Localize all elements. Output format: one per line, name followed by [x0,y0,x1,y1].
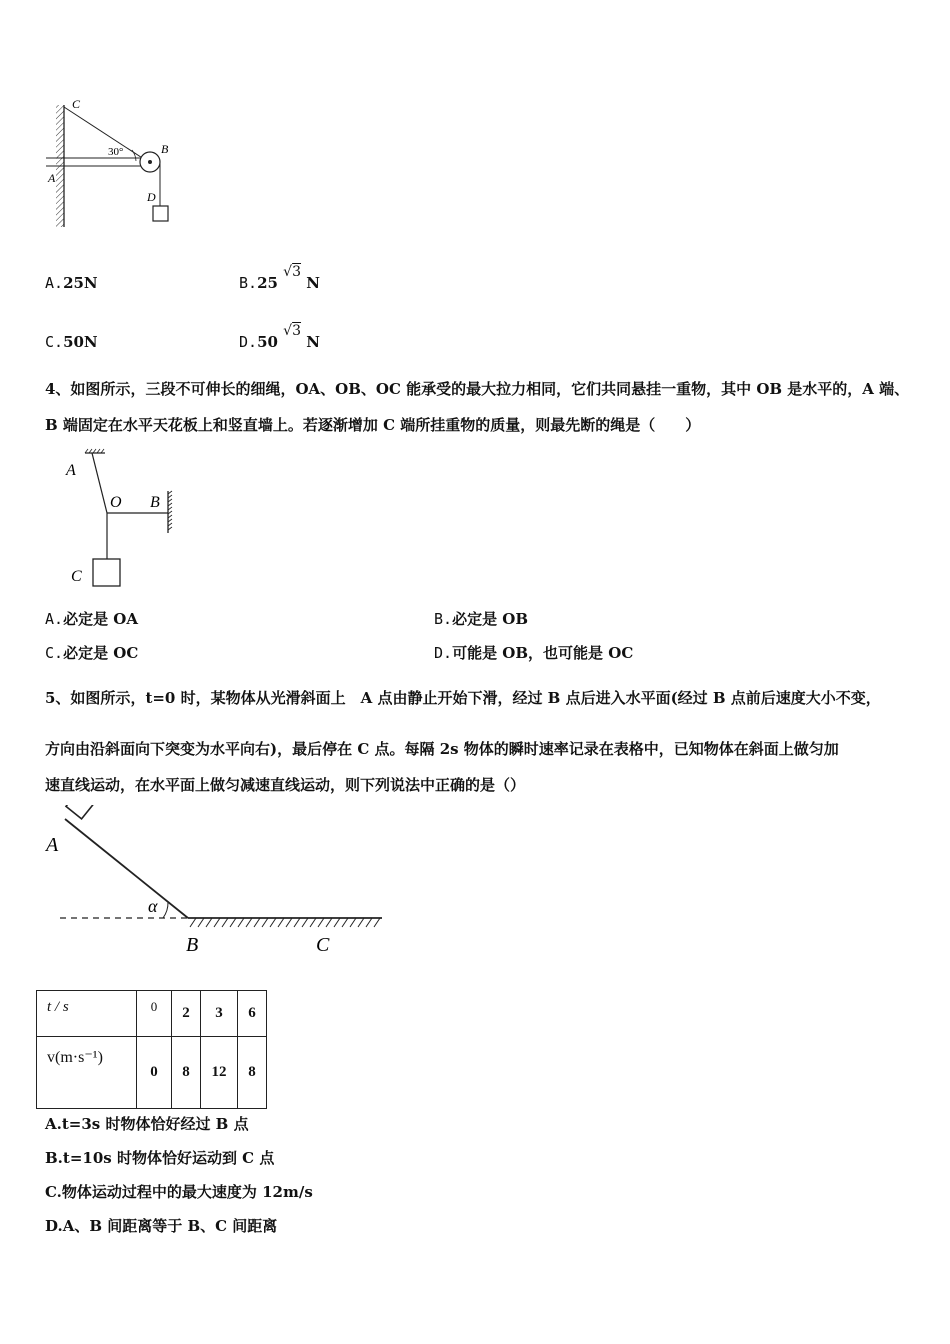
angle-arc [163,902,168,918]
option-coefficient: 50 [257,333,278,351]
option-key: D. [239,333,258,351]
option-key: C. [45,644,64,662]
option-key: A. [45,274,64,292]
q4-option-a[interactable] [45,608,138,629]
q3-option-b[interactable] [239,264,320,292]
q4-option-b[interactable] [434,608,528,629]
option-text: 50N [63,333,98,351]
table-row [37,1037,267,1109]
table-cell: 8 [238,1037,267,1109]
table-cell: 0 [137,991,172,1037]
v-header: v(m·s⁻¹) [37,1037,137,1109]
q3-option-c[interactable] [45,333,98,351]
sqrt-radicand: 3 [292,323,302,339]
q4-stem-line1: 4、如图所示，三段不可伸长的细绳，OA、OB、OC 能承受的最大拉力相同，它们共同悬挂一重物，其中 OB 是水平的，A 端、 [45,380,910,398]
option-text: 必定是 OA [63,610,138,628]
q4-option-c[interactable] [45,642,138,663]
q5-stem-line1: 5、如图所示，t=0 时，某物体从光滑斜面上 A 点由静止开始下滑，经过 B 点后进入水平面(经过 B 点前后速度大小不变， [45,689,881,707]
label-a: A [66,462,76,479]
label-b: B [186,934,199,956]
pulley-figure [40,95,180,230]
weight-d [153,206,168,221]
angle-label: 30° [108,146,124,158]
q5-stem-line3: 速直线运动，在水平面上做匀减速直线运动，则下列说法中正确的是（） [45,776,526,794]
option-coefficient: 25 [257,274,278,292]
rope-oa [92,453,107,513]
q3-option-a[interactable] [45,274,98,292]
pulley-axle [148,160,152,164]
q4-stem-line2: B 端固定在水平天花板上和竖直墙上。若逐渐增加 C 端所挂重物的质量，则最先断的绳是（ ） [45,416,701,434]
rope-cb [64,107,150,163]
option-unit: N [306,274,320,292]
table-cell: 8 [172,1037,201,1109]
q3-option-d[interactable] [239,323,320,351]
rope-figure [55,448,185,593]
label-a: A [48,171,56,185]
q4-option-d[interactable] [434,642,633,663]
option-unit: N [306,333,320,351]
q5-option-b[interactable]: B.t=10s 时物体恰好运动到 C 点 [45,1149,275,1167]
sqrt-symbol: √3 [283,323,302,339]
ground-hatch [190,918,380,927]
option-text: 25N [63,274,98,292]
incline-line [65,819,188,918]
table-cell: 6 [238,991,267,1037]
velocity-table [36,990,267,1109]
option-key: B. [434,610,453,628]
sqrt-radicand: 3 [292,264,302,280]
angle-label: α [148,896,158,916]
table-cell: 3 [201,991,238,1037]
q5-option-a[interactable]: A.t=3s 时物体恰好经过 B 点 [45,1115,249,1133]
label-c: C [72,97,81,111]
q5-option-c[interactable]: C.物体运动过程中的最大速度为 12m/s [45,1183,313,1201]
t-header: t / s [37,991,137,1037]
label-b: B [150,494,160,511]
table-cell: 0 [137,1037,172,1109]
label-d: D [147,190,156,204]
q5-option-d[interactable]: D.A、B 间距离等于 B、C 间距离 [45,1217,278,1235]
option-text: 必定是 OC [63,644,139,662]
q5-stem-line2: 方向由沿斜面向下突变为水平向右)，最后停在 C 点。每隔 2s 物体的瞬时速率记录在表格中，已知物体在斜面上做匀加 [45,740,839,758]
option-key: A. [45,610,64,628]
sqrt-symbol: √3 [283,264,302,280]
table-cell: 2 [172,991,201,1037]
incline-figure [40,805,390,965]
table-row [37,991,267,1037]
option-text: 必定是 OB [452,610,529,628]
table-cell: 12 [201,1037,238,1109]
weight-c [93,559,120,586]
option-key: D. [434,644,453,662]
label-b: B [161,142,169,156]
label-o: O [110,494,122,511]
option-key: B. [239,274,258,292]
label-a: A [46,834,59,856]
option-text: 可能是 OB，也可能是 OC [452,644,634,662]
block-a [66,805,93,819]
option-key: C. [45,333,64,351]
label-c: C [71,568,82,585]
label-c: C [316,934,330,956]
